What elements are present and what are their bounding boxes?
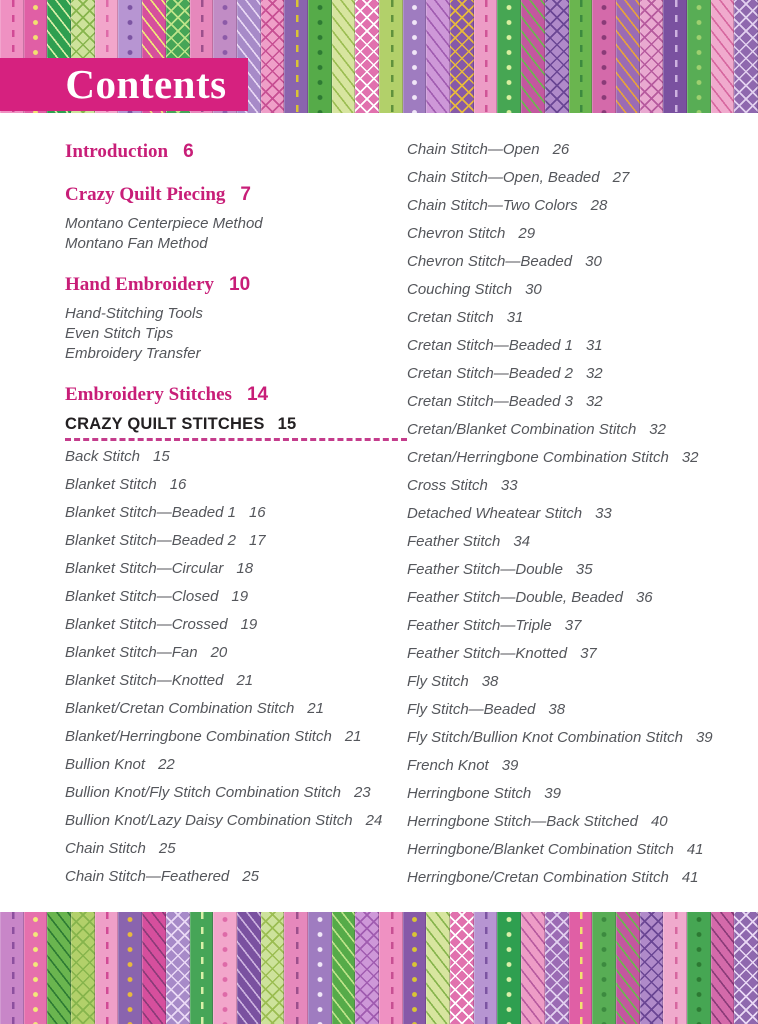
toc-item-label: Herringbone/Cretan Combination Stitch (407, 869, 669, 886)
toc-page-number: 37 (564, 617, 582, 634)
toc-page-number: 15 (277, 415, 297, 433)
toc-page-number: 30 (585, 253, 602, 270)
toc-page-number: 33 (595, 505, 612, 522)
toc-item-label: Fly Stitch (407, 673, 469, 690)
toc-page-number: 21 (307, 700, 324, 717)
fabric-strip (190, 912, 214, 1024)
toc-entry (407, 477, 720, 495)
toc-page-number: 32 (649, 421, 666, 438)
toc-page-number: 15 (153, 448, 170, 465)
fabric-strip (616, 912, 640, 1024)
toc-item-label: French Knot (407, 757, 489, 774)
toc-entry (65, 812, 407, 830)
fabric-strip (426, 912, 450, 1024)
fabric-strip (545, 912, 569, 1024)
fabric-strip (355, 0, 379, 113)
fabric-strip (284, 912, 308, 1024)
toc-item-label: Chain Stitch—Feathered (65, 868, 230, 885)
fabric-strip (142, 912, 166, 1024)
toc-entry (407, 141, 720, 159)
toc-item-label: Bullion Knot/Fly Stitch Combination Stitch (65, 784, 341, 801)
toc-item-label: Detached Wheatear Stitch (407, 505, 583, 522)
toc-page-number: 14 (246, 384, 269, 405)
toc-page-number: 41 (686, 841, 704, 858)
fabric-strip (379, 912, 403, 1024)
page-title: Contents (65, 61, 227, 107)
toc-page-number: 20 (210, 644, 228, 661)
toc-entry (407, 729, 720, 747)
toc-entry (65, 784, 407, 802)
toc-page-number: 39 (501, 757, 519, 774)
fabric-strip (497, 912, 521, 1024)
fabric-strip (616, 0, 640, 113)
toc-page-number: 10 (229, 274, 251, 295)
toc-entry (65, 700, 407, 718)
toc-subitem (65, 324, 407, 344)
fabric-strip (734, 912, 758, 1024)
fabric-strip (261, 912, 285, 1024)
toc-page-number: 38 (481, 673, 499, 690)
fabric-strip (734, 0, 758, 113)
fabric-strip (403, 0, 427, 113)
toc-item-label: Crazy Quilt Piecing (65, 184, 226, 205)
fabric-strip (118, 912, 142, 1024)
toc-entry (65, 532, 407, 550)
toc-entry (407, 841, 720, 859)
toc-item-label: Cretan Stitch—Beaded 3 (407, 393, 573, 410)
fabric-strip (569, 0, 593, 113)
toc-item-label: Embroidery Transfer (65, 345, 201, 362)
toc-entry (407, 169, 720, 187)
toc-entry (65, 868, 407, 886)
fabric-strip (0, 912, 24, 1024)
toc-item-label: Cretan Stitch—Beaded 1 (407, 337, 573, 354)
fabric-strip (166, 912, 190, 1024)
toc-item-label: Blanket/Cretan Combination Stitch (65, 700, 295, 717)
toc-page-number: 33 (500, 477, 518, 494)
toc-item-label: Blanket Stitch—Fan (65, 644, 198, 661)
toc-page-number: 40 (650, 813, 668, 830)
fabric-strip (474, 0, 498, 113)
toc-page-number: 22 (158, 756, 175, 773)
toc-subitem (65, 214, 407, 234)
toc-page-number: 7 (240, 184, 251, 205)
toc-item-label: Fly Stitch/Bullion Knot Combination Stitch (407, 729, 683, 746)
toc-entry (65, 644, 407, 662)
toc-subitem (65, 344, 407, 364)
toc-item-label: Introduction (65, 141, 169, 162)
toc-item-label: Feather Stitch (407, 533, 501, 550)
toc-item-label: Feather Stitch—Knotted (407, 645, 568, 662)
fabric-strip (426, 0, 450, 113)
toc-entry (407, 757, 720, 775)
toc-item-label: Blanket Stitch—Beaded 2 (65, 532, 236, 549)
toc-section-title (65, 384, 407, 406)
fabric-strip (332, 0, 356, 113)
toc-entry (65, 560, 407, 578)
toc-item-label: Back Stitch (65, 448, 141, 465)
fabric-strip (332, 912, 356, 1024)
toc-entry (407, 869, 720, 887)
toc-entry (407, 701, 720, 719)
toc-entry (407, 393, 720, 411)
fabric-strip (687, 0, 711, 113)
fabric-strip (355, 912, 379, 1024)
fabric-strip (592, 912, 616, 1024)
contents-banner (0, 58, 248, 111)
toc-entry (407, 421, 720, 439)
toc-item-label: Even Stitch Tips (65, 325, 174, 342)
toc-item-label: Embroidery Stitches (65, 384, 232, 405)
toc-entry (407, 365, 720, 383)
fabric-strip (403, 912, 427, 1024)
toc-entry (65, 448, 407, 466)
fabric-strip (450, 0, 474, 113)
fabric-strip (521, 912, 545, 1024)
toc-entry (407, 617, 720, 635)
toc-entry (65, 728, 407, 746)
toc-item-label: Montano Fan Method (65, 235, 208, 252)
fabric-strip (308, 0, 332, 113)
fabric-strip (450, 912, 474, 1024)
toc-entry (407, 645, 720, 663)
toc-page-number: 25 (158, 840, 176, 857)
toc-entry (407, 561, 720, 579)
toc-page-number: 39 (544, 785, 561, 802)
toc-page-number: 19 (231, 588, 249, 605)
table-of-contents (0, 112, 758, 912)
toc-entry (407, 337, 720, 355)
toc-entry (407, 589, 720, 607)
toc-section-title (65, 141, 407, 163)
toc-page-number: 6 (183, 141, 194, 162)
toc-page-number: 30 (525, 281, 542, 298)
toc-item-label: Feather Stitch—Double, Beaded (407, 589, 623, 606)
fabric-strip (95, 912, 119, 1024)
fabric-strip (663, 912, 687, 1024)
toc-item-label: Herringbone Stitch (407, 785, 532, 802)
toc-subsection-heading (65, 416, 407, 441)
toc-section-title (65, 184, 407, 206)
toc-page-number: 16 (248, 504, 266, 521)
fabric-strip (237, 912, 261, 1024)
toc-item-label: Montano Centerpiece Method (65, 215, 263, 232)
toc-item-label: Cretan/Herringbone Combination Stitch (407, 449, 669, 466)
toc-subitem (65, 234, 407, 254)
fabric-strip (640, 912, 664, 1024)
toc-page-number: 38 (548, 701, 566, 718)
toc-item-label: Chain Stitch—Two Colors (407, 197, 578, 214)
fabric-strip (71, 912, 95, 1024)
toc-page-number: 17 (248, 532, 266, 549)
toc-column-left (65, 141, 407, 912)
toc-item-label: Blanket Stitch—Closed (65, 588, 219, 605)
toc-entry (65, 504, 407, 522)
fabric-strip (640, 0, 664, 113)
toc-page-number: 23 (353, 784, 371, 801)
toc-entry (65, 756, 407, 774)
toc-page-number: 18 (236, 560, 254, 577)
toc-entry (407, 673, 720, 691)
toc-entry (407, 225, 720, 243)
fabric-strip (569, 912, 593, 1024)
toc-item-label: Blanket Stitch—Circular (65, 560, 224, 577)
toc-item-label: Chain Stitch—Open (407, 141, 540, 158)
toc-item-label: Blanket/Herringbone Combination Stitch (65, 728, 332, 745)
toc-item-label: Feather Stitch—Triple (407, 617, 552, 634)
toc-page-number: 32 (585, 365, 603, 382)
fabric-strip (47, 912, 71, 1024)
toc-entry (65, 840, 407, 858)
toc-item-label: Blanket Stitch—Knotted (65, 672, 224, 689)
fabric-strip (545, 0, 569, 113)
toc-subitem (65, 304, 407, 324)
toc-item-label: Cretan Stitch (407, 309, 494, 326)
toc-item-label: Cretan Stitch—Beaded 2 (407, 365, 573, 382)
toc-entry (65, 476, 407, 494)
toc-page-number: 26 (552, 141, 570, 158)
toc-page-number: 39 (695, 729, 713, 746)
fabric-strip (592, 0, 616, 113)
toc-item-label: Herringbone Stitch—Back Stitched (407, 813, 638, 830)
toc-item-label: Couching Stitch (407, 281, 513, 298)
toc-entry (65, 672, 407, 690)
fabric-strip (474, 912, 498, 1024)
toc-page-number: 32 (585, 393, 603, 410)
toc-page-number: 16 (169, 476, 187, 493)
toc-item-label: Chevron Stitch (407, 225, 506, 242)
toc-item-label: Feather Stitch—Double (407, 561, 563, 578)
fabric-strip (213, 912, 237, 1024)
toc-item-label: Chevron Stitch—Beaded (407, 253, 573, 270)
fabric-strip (711, 0, 735, 113)
toc-page-number: 35 (575, 561, 593, 578)
toc-entry (407, 449, 720, 467)
toc-item-label: Herringbone/Blanket Combination Stitch (407, 841, 674, 858)
toc-entry (407, 505, 720, 523)
toc-page-number: 34 (513, 533, 531, 550)
toc-page-number: 21 (236, 672, 254, 689)
fabric-strip (687, 912, 711, 1024)
toc-page-number: 25 (242, 868, 259, 885)
toc-item-label: Hand-Stitching Tools (65, 305, 203, 322)
toc-page-number: 27 (612, 169, 630, 186)
toc-page-number: 29 (518, 225, 536, 242)
toc-page-number: 21 (344, 728, 362, 745)
toc-entry (407, 785, 720, 803)
toc-item-label: Blanket Stitch (65, 476, 157, 493)
toc-item-label: Chain Stitch—Open, Beaded (407, 169, 600, 186)
toc-page-number: 19 (240, 616, 258, 633)
toc-item-label: Blanket Stitch—Crossed (65, 616, 228, 633)
toc-entry (407, 533, 720, 551)
toc-entry (65, 616, 407, 634)
toc-entry (407, 197, 720, 215)
toc-page-number: 37 (580, 645, 597, 662)
fabric-strip (308, 912, 332, 1024)
toc-item-label: Cretan/Blanket Combination Stitch (407, 421, 637, 438)
fabric-strip (711, 912, 735, 1024)
toc-column-right (407, 141, 720, 912)
toc-entry (407, 281, 720, 299)
toc-item-label: CRAZY QUILT STITCHES (65, 415, 265, 433)
toc-page-number: 31 (506, 309, 524, 326)
toc-page-number: 41 (681, 869, 699, 886)
toc-section-title (65, 274, 407, 296)
toc-item-label: Blanket Stitch—Beaded 1 (65, 504, 236, 521)
toc-entry (65, 588, 407, 606)
fabric-strip (521, 0, 545, 113)
toc-page-number: 32 (681, 449, 699, 466)
fabric-strip (24, 912, 48, 1024)
toc-item-label: Bullion Knot (65, 756, 146, 773)
fabric-strip (284, 0, 308, 113)
toc-item-label: Bullion Knot/Lazy Daisy Combination Stitch (65, 812, 353, 829)
toc-page-number: 36 (635, 589, 653, 606)
fabric-strip (261, 0, 285, 113)
toc-entry (407, 813, 720, 831)
toc-page-number: 31 (585, 337, 603, 354)
quilt-fabric-strip-bottom (0, 912, 758, 1024)
toc-item-label: Chain Stitch (65, 840, 146, 857)
toc-item-label: Fly Stitch—Beaded (407, 701, 536, 718)
toc-entry (407, 309, 720, 327)
fabric-strip (379, 0, 403, 113)
fabric-strip (497, 0, 521, 113)
toc-item-label: Cross Stitch (407, 477, 488, 494)
toc-page-number: 24 (365, 812, 383, 829)
toc-entry (407, 253, 720, 271)
fabric-strip (663, 0, 687, 113)
toc-page-number: 28 (590, 197, 608, 214)
toc-item-label: Hand Embroidery (65, 274, 215, 295)
